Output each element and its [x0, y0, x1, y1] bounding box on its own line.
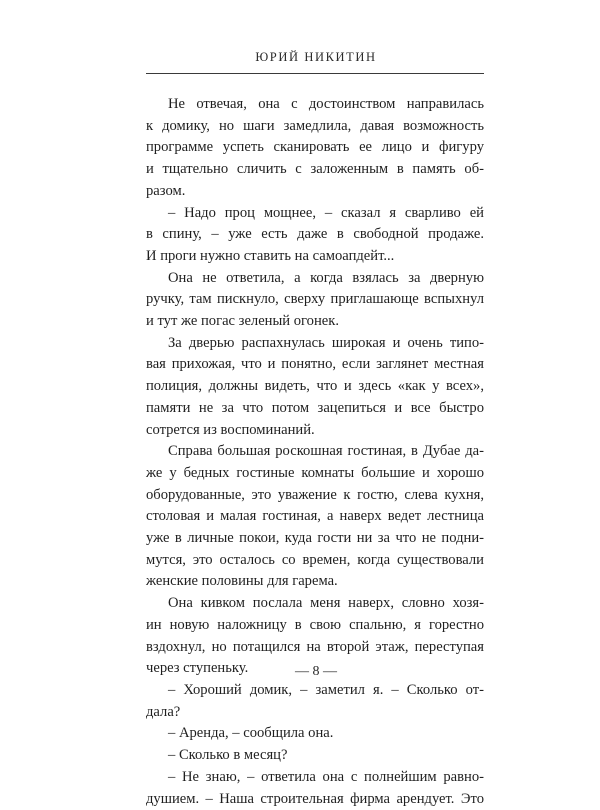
- paragraph: [146, 203, 484, 268]
- running-head: ЮРИЙ НИКИТИН: [148, 50, 484, 65]
- text-line: разом.: [146, 181, 484, 203]
- paragraph: [146, 268, 484, 333]
- text-line: – Не знаю, – ответила она с полнейшим равно-: [146, 767, 484, 789]
- text-line: Не отвечая, она с достоинством направилась: [146, 94, 484, 116]
- text-line: – Аренда, – сообщила она.: [146, 723, 484, 745]
- text-line: памяти не за что потом зацепиться и все быстро: [146, 398, 484, 420]
- text-line: За дверью распахнулась широкая и очень типо-: [146, 333, 484, 355]
- text-line: в спину, – уже есть даже в свободной продаже.: [146, 224, 484, 246]
- text-line: душием. – Наша строительная фирма арендует. Это: [146, 789, 484, 810]
- text-line: оборудованные, это уважение к гостю, слева кухня,: [146, 485, 484, 507]
- text-line: ин новую наложницу в свою спальню, я горестно: [146, 615, 484, 637]
- text-line: вздохнул, но потащился на второй этаж, переступая: [146, 637, 484, 659]
- text-line: – Надо проц мощнее, – сказал я сварливо ей: [146, 203, 484, 225]
- text-line: программе успеть сканировать ее лицо и фигуру: [146, 137, 484, 159]
- header-rule: [146, 73, 484, 74]
- text-line: мутся, это осталось со времен, когда существовали: [146, 550, 484, 572]
- text-line: Справа большая роскошная гостиная, в Дубае да-: [146, 441, 484, 463]
- text-line: Она кивком послала меня наверх, словно хозя-: [146, 593, 484, 615]
- text-line: и тут же погас зеленый огонек.: [146, 311, 484, 333]
- text-line: столовая и малая гостиная, а наверх ведет лестница: [146, 506, 484, 528]
- page-number: — 8 —: [148, 664, 484, 680]
- text-line: – Хороший домик, – заметил я. – Сколько от-: [146, 680, 484, 702]
- text-line: дала?: [146, 702, 484, 724]
- text-line: к домику, но шаги замедлила, давая возможность: [146, 116, 484, 138]
- text-line: женские половины для гарема.: [146, 571, 484, 593]
- paragraph: [146, 745, 484, 767]
- text-line: Она не ответила, а когда взялась за дверную: [146, 268, 484, 290]
- paragraph: [146, 333, 484, 442]
- text-line: же у бедных гостиные комнаты большие и хорошо: [146, 463, 484, 485]
- text-line: уже в личные покои, куда гости ни за что не подни-: [146, 528, 484, 550]
- paragraph: [146, 94, 484, 203]
- text-line: сотрется из воспоминаний.: [146, 420, 484, 442]
- text-line: и тщательно сличить с заложенным в память об-: [146, 159, 484, 181]
- paragraph: [146, 723, 484, 745]
- text-line: через ступеньку.: [146, 658, 484, 680]
- text-line: – Сколько в месяц?: [146, 745, 484, 767]
- paragraph: [146, 767, 484, 810]
- text-line: вая прихожая, что и понятно, если заглянет местная: [146, 354, 484, 376]
- paragraph: [146, 680, 484, 723]
- text-line: ручку, там пискнуло, сверху приглашающе вспыхнул: [146, 289, 484, 311]
- body-text: [146, 94, 484, 810]
- paragraph: [146, 441, 484, 593]
- text-line: полиция, должны видеть, что и здесь «как у всех»,: [146, 376, 484, 398]
- text-line: И проги нужно ставить на самоапдейт...: [146, 246, 484, 268]
